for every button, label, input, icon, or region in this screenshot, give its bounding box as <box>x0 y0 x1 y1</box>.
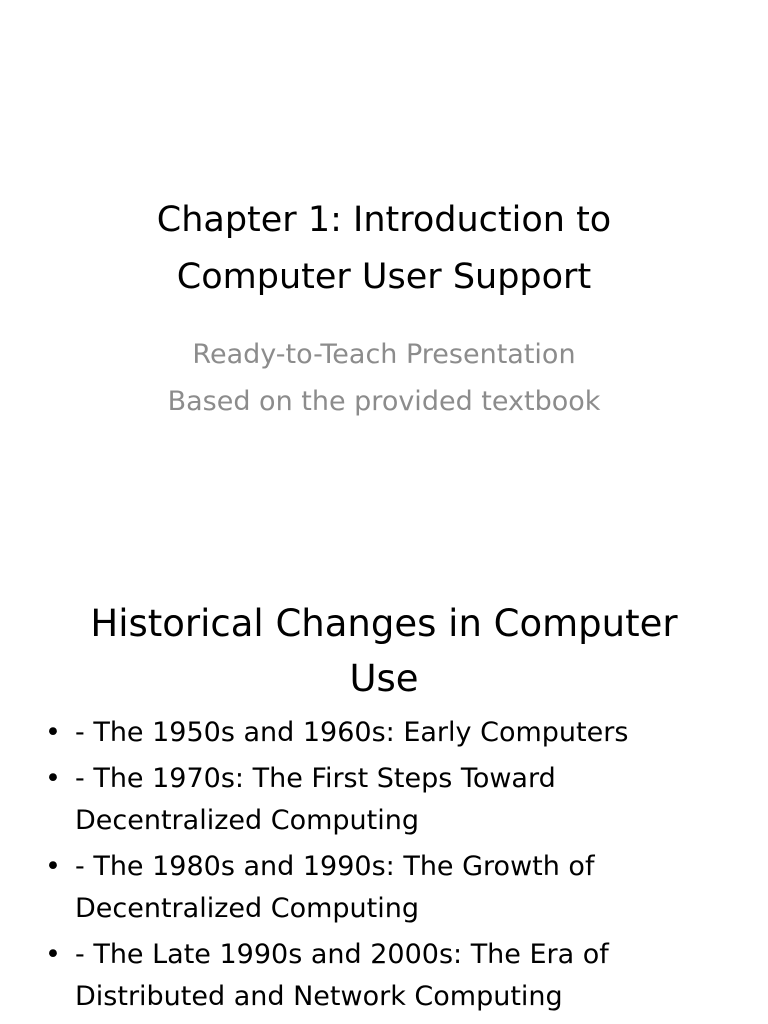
bullet-list <box>40 712 720 1022</box>
slide-title-line: Historical Changes in Computer <box>90 602 678 645</box>
bullet-text: - The 1980s and 1990s: The Growth of Decentralized Computing <box>75 851 595 924</box>
slide-subtitle <box>40 331 728 425</box>
bullet-text: - The Late 1990s and 2000s: The Era of Distributed and Network Computing <box>75 939 609 1012</box>
content-slide <box>0 560 768 1024</box>
slide-title <box>40 192 728 306</box>
slide-title-line: Use <box>349 657 419 700</box>
bullet-dot-icon: • <box>45 717 61 748</box>
slide-title-line: Chapter 1: Introduction to <box>156 200 612 240</box>
bullet-dot-icon: • <box>45 851 61 882</box>
bullet-item <box>40 712 720 754</box>
bullet-item <box>40 846 720 930</box>
slide-subtitle-line: Based on the provided textbook <box>167 386 601 417</box>
bullet-item <box>40 758 720 842</box>
slide-subtitle-line: Ready-to-Teach Presentation <box>192 339 576 370</box>
bullet-text: - The 1970s: The First Steps Toward Decentralized Computing <box>75 763 556 836</box>
slide-title <box>30 596 738 706</box>
bullet-text: - The 1950s and 1960s: Early Computers <box>75 717 629 748</box>
bullet-item <box>40 934 720 1018</box>
bullet-dot-icon: • <box>45 763 61 794</box>
bullet-dot-icon: • <box>45 939 61 970</box>
slide-title-line: Computer User Support <box>176 257 592 297</box>
